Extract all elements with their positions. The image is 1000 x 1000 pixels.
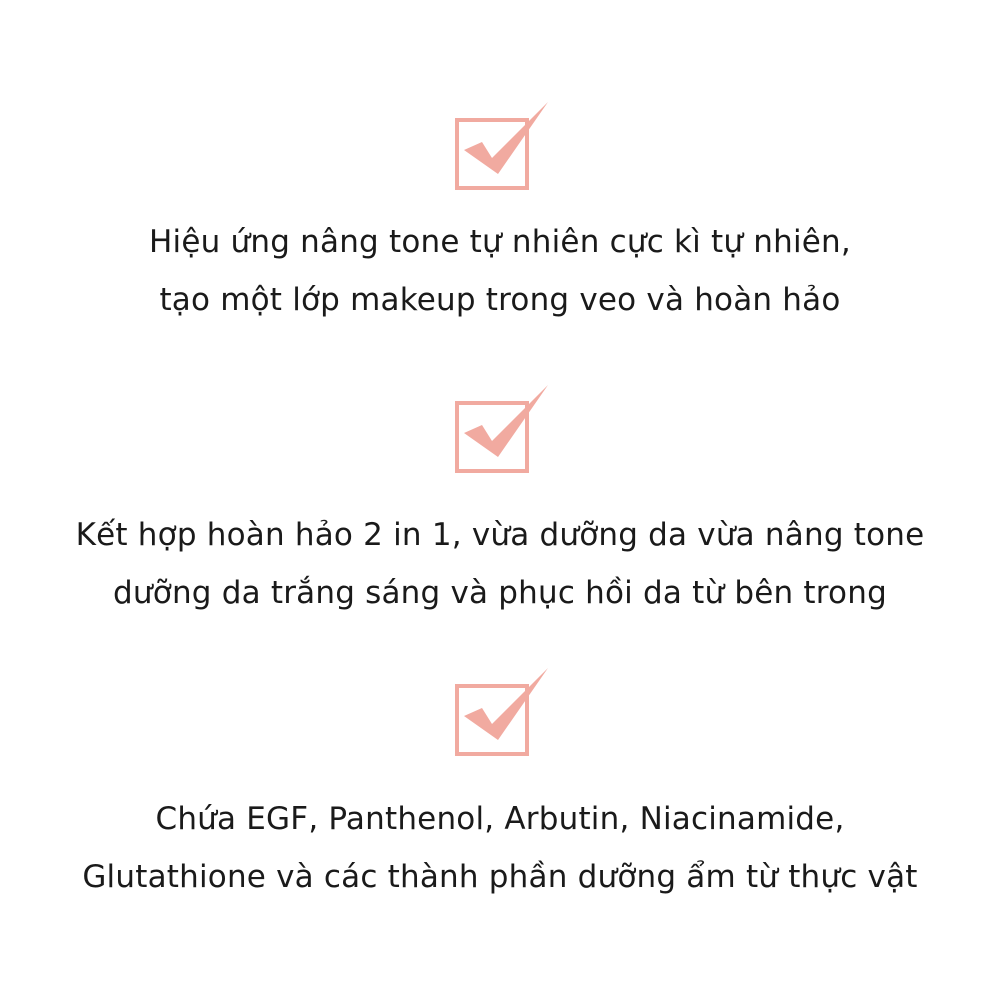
checkbox-checked-icon bbox=[452, 383, 552, 475]
feature-line: Glutathione và các thành phần dưỡng ẩm từ thực vật bbox=[82, 859, 918, 895]
feature-description bbox=[20, 790, 980, 906]
feature-line: Chứa EGF, Panthenol, Arbutin, Niacinamide, bbox=[155, 801, 845, 837]
feature-line: tạo một lớp makeup trong veo và hoàn hảo bbox=[159, 282, 841, 318]
feature-description bbox=[20, 213, 980, 329]
feature-line: Hiệu ứng nâng tone tự nhiên cực kì tự nhiên, bbox=[149, 224, 851, 260]
feature-line: Kết hợp hoàn hảo 2 in 1, vừa dưỡng da vừa nâng tone bbox=[75, 517, 925, 553]
feature-line: dưỡng da trắng sáng và phục hồi da từ bên trong bbox=[113, 575, 887, 611]
checkbox-checked-icon bbox=[452, 100, 552, 192]
checkbox-checked-icon bbox=[452, 666, 552, 758]
feature-description bbox=[20, 506, 980, 622]
